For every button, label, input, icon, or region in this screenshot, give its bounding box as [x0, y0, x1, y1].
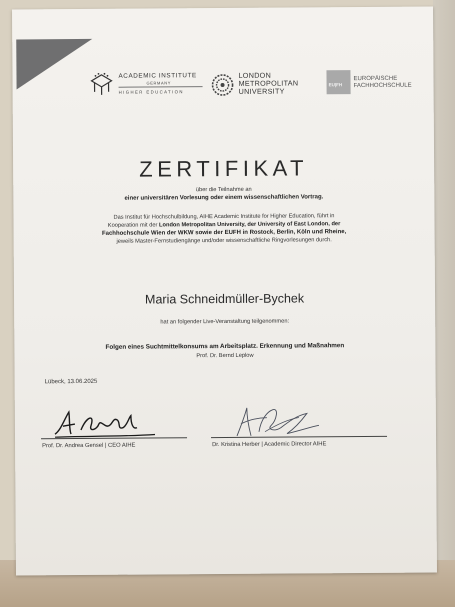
- eufh-line-2: FACHHOCHSCHULE: [353, 82, 412, 90]
- participant-name: Maria Schneidmüller-Bychek: [144, 291, 305, 307]
- eufh-line-1: EUROPÄISCHE: [353, 75, 398, 83]
- lmu-circle-icon: [210, 73, 234, 97]
- certificate-title: ZERTIFIKAT: [139, 155, 309, 182]
- lmu-line-3: UNIVERSITY: [238, 86, 285, 96]
- eufh-logo: [326, 70, 436, 101]
- body-line-1: Das Institut für Hochschulbildung, AIHE Academic Institute for Higher Education, führt in: [113, 213, 335, 221]
- aihe-logo-tagline: HIGHER EDUCATION: [118, 89, 184, 95]
- aihe-logo: [88, 65, 208, 106]
- london-metropolitan-logo: [210, 67, 320, 104]
- body-line-3: Fachhochschule Wien der WKW sowie der EUFH in Rostock, Berlin, Köln und Rheine,: [101, 229, 347, 237]
- aihe-emblem-icon: [88, 72, 114, 98]
- intro-line: über die Teilnahme an: [195, 186, 252, 194]
- aihe-logo-divider: [119, 86, 203, 87]
- place-date: Lübeck, 13.06.2025: [44, 378, 98, 386]
- attended-line: hat an folgender Live-Veranstaltung teilgenommen:: [160, 318, 290, 326]
- lmu-logo-text: [238, 71, 298, 95]
- eufh-logo-text: [354, 76, 412, 90]
- certificate-paper: [12, 7, 437, 576]
- eufh-logo-box: [326, 70, 350, 94]
- body-line-4: jeweils Master-Fernstudiengänge und/oder wissenschaftliche Ringvorlesungen durch.: [116, 237, 332, 245]
- intro-bold-line: einer universitären Vorlesung oder einem wissenschaftlichen Vortrag.: [124, 194, 324, 202]
- eufh-logo-box-text: EU|FH: [328, 82, 343, 88]
- lecture-title: Folgen eines Suchtmittelkonsums am Arbeitsplatz. Erkennung und Maßnahmen: [105, 342, 345, 351]
- body-line-2-partners: London Metropolitan University, der University of East London, der: [158, 221, 341, 229]
- aihe-logo-country: GERMANY: [146, 80, 172, 86]
- signatory-right: Dr. Kristina Herber | Academic Director AIHE: [212, 441, 327, 449]
- lmu-line-1: LONDON: [238, 70, 272, 80]
- lecturer-name: Prof. Dr. Bernd Leplow: [196, 352, 254, 360]
- signatory-left: Prof. Dr. Andrea Gensel | CEO AIHE: [42, 442, 136, 450]
- body-line-2-prefix: Kooperation mit der: [107, 222, 160, 229]
- aihe-logo-name: ACADEMIC INSTITUTE: [118, 72, 197, 80]
- lmu-line-2: METROPOLITAN: [238, 78, 299, 88]
- corner-triangle-decoration: [16, 39, 92, 90]
